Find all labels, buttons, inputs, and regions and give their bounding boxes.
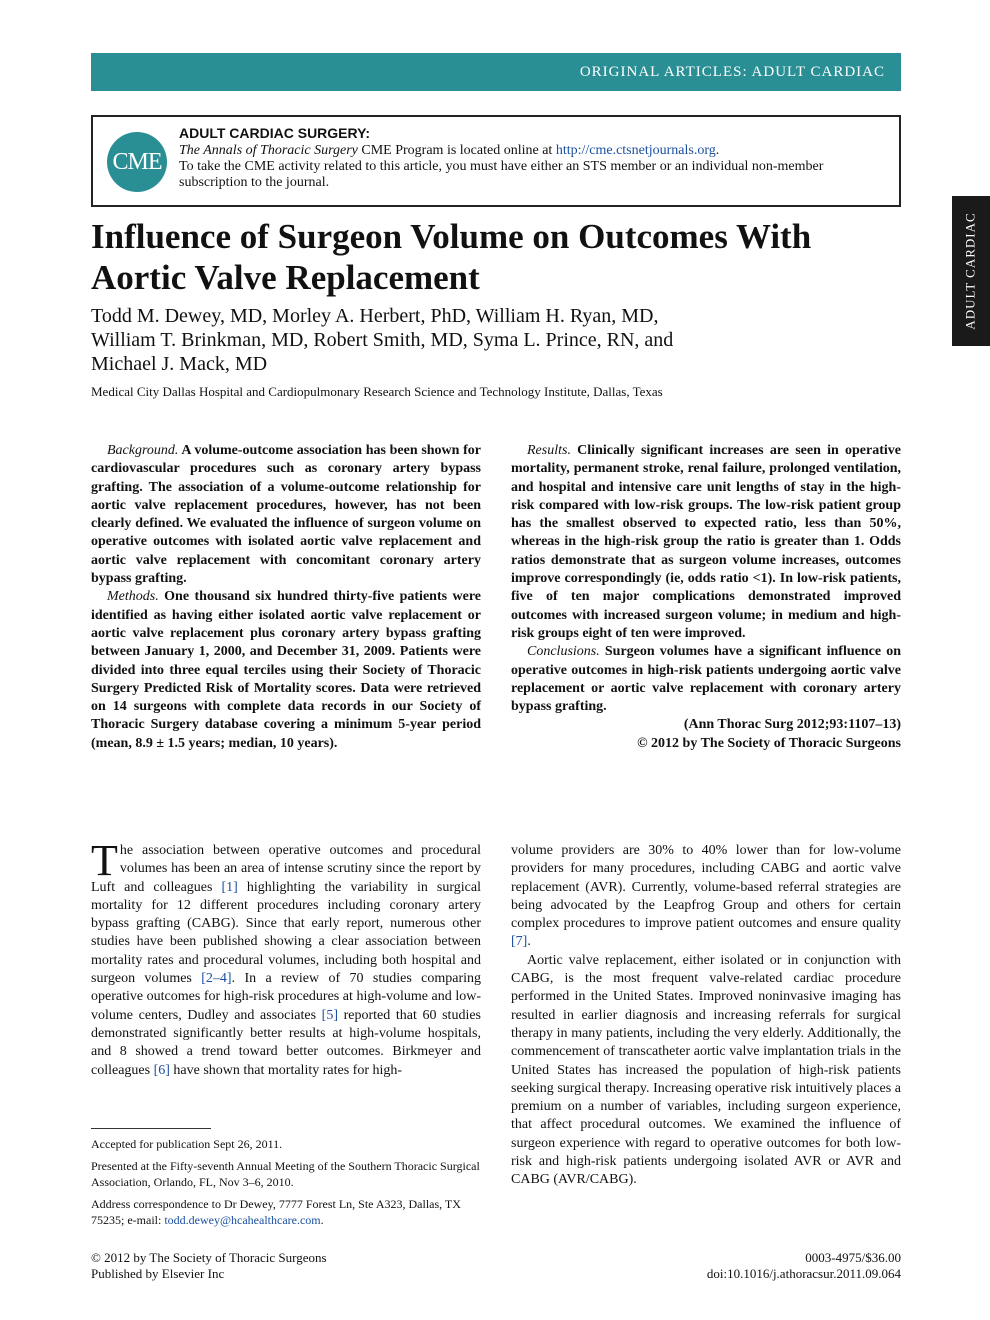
side-tab-label: ADULT CARDIAC bbox=[963, 212, 978, 330]
cme-notice-box bbox=[91, 115, 901, 207]
cme-url-link[interactable]: http://cme.ctsnetjournals.org bbox=[555, 143, 716, 158]
side-section-tab bbox=[952, 196, 990, 346]
email-link[interactable]: todd.dewey@hcahealthcare.com bbox=[164, 1213, 321, 1227]
cme-line2: To take the CME activity related to this article, you must have either an STS member or an individual non-member subscription to the journal. bbox=[179, 159, 824, 190]
author-list bbox=[91, 304, 891, 376]
footnotes bbox=[91, 1136, 481, 1234]
abstract-background bbox=[91, 442, 481, 588]
footer-doi: doi:10.1016/j.athoracsur.2011.09.064 bbox=[706, 1266, 901, 1281]
cme-title: ADULT CARDIAC SURGERY: bbox=[179, 125, 371, 141]
body-text-segment: volume providers are 30% to 40% lower than for low-volume providers for many procedures, including CABG and aortic valve replacement (AVR). Currently, volume-based referral strategies are being advocated by the Leapfrog Group and others for certain complex procedures to improve patient outcomes and ensure quality bbox=[511, 843, 901, 932]
reference-link-2-4[interactable]: [2–4] bbox=[201, 971, 232, 987]
footnote-address bbox=[91, 1196, 481, 1228]
body-right-column bbox=[511, 842, 901, 1190]
conclusions-label: Conclusions. bbox=[527, 644, 600, 660]
authors-line-3: Michael J. Mack, MD bbox=[91, 353, 268, 375]
footer-left bbox=[91, 1250, 491, 1282]
abstract-left-column bbox=[91, 442, 481, 753]
cme-text bbox=[179, 125, 879, 191]
body-text-segment: he association between operative outcomes and procedural volumes has been an area of intense scrutiny since the report by Luft and colleagues bbox=[91, 843, 481, 895]
abstract-citation: (Ann Thorac Surg 2012;93:1107–13) bbox=[683, 717, 901, 733]
footnote-presented: Presented at the Fifty-seventh Annual Meeting of the Southern Thoracic Surgical Association, Orlando, FL, Nov 3–6, 2010. bbox=[91, 1159, 480, 1189]
cme-journal-name: The Annals of Thoracic Surgery bbox=[179, 143, 358, 158]
abstract-conclusions bbox=[511, 643, 901, 716]
affiliation: Medical City Dallas Hospital and Cardiopulmonary Research Science and Technology Institute, Dallas, Texas bbox=[91, 384, 663, 399]
article-title: Influence of Surgeon Volume on Outcomes With Aortic Valve Replacement bbox=[91, 217, 812, 297]
cme-line1 bbox=[179, 143, 879, 159]
body-paragraph-1-continued bbox=[511, 842, 901, 952]
results-label: Results. bbox=[527, 443, 571, 458]
footnote-accepted: Accepted for publication Sept 26, 2011. bbox=[91, 1137, 283, 1151]
abstract-right-column bbox=[511, 442, 901, 753]
reference-link-5[interactable]: [5] bbox=[321, 1007, 338, 1023]
body-left-column bbox=[91, 836, 482, 1080]
background-label: Background. bbox=[107, 443, 179, 458]
body-paragraph-1 bbox=[91, 836, 482, 1080]
address-end: . bbox=[320, 1213, 324, 1227]
results-text: Clinically significant increases are seen in operative mortality, permanent stroke, renal failure, prolonged ventilation, and hospital and intensive care unit lengths of stay in the high-risk compared with low-risk groups. The low-risk patient group has the smallest observed to expected ratio, less than 50%, whereas in the high-risk group the ratio is greater than 1. Odds ratios demonstrate that as surgeon volume increases, outcomes improve correspondingly (ie, odds ratio <1). In low-risk patients, five of ten major complications demonstrated improved outcomes with increased surgeon volume; in medium and high-risk groups eight of ten were improved. bbox=[511, 443, 901, 641]
authors-line-2: William T. Brinkman, MD, Robert Smith, MD, Syma L. Prince, RN, and bbox=[91, 329, 674, 351]
footer-publisher: Published by Elsevier Inc bbox=[91, 1266, 225, 1281]
footer-right bbox=[511, 1250, 901, 1282]
footnote-rule bbox=[91, 1128, 211, 1129]
methods-label: Methods. bbox=[107, 589, 159, 605]
body-text-segment: . In a review of 70 studies comparing operative outcomes for high-risk procedures at high-volume and low-volume centers, Dudley and associates bbox=[91, 971, 482, 1023]
body-paragraph-2: Aortic valve replacement, either isolated or in conjunction with CABG, is the most frequent valve-related cardiac procedure performed in the United States. Improved noninvasive imaging has resulted in earlier diagnosis and increasing referrals for surgical therapy in many patients, including the very elderly. Additionally, the commencement of transcatheter aortic valve implantation trials in the United States has increased the population of high-risk patients seeking surgical therapy. Increasing operative risk intuitively places a premium on a number of variables, including surgeon experience, that affect procedural outcomes. We examined the influence of surgeon experience with regard to operative outcomes for both low-risk and high-risk patients undergoing isolated AVR or AVR and CABG (AVR/CABG). bbox=[511, 952, 901, 1188]
reference-link-7[interactable]: [7] bbox=[511, 934, 528, 950]
footer-copyright: © 2012 by The Society of Thoracic Surgeons bbox=[91, 1250, 327, 1265]
footer-issn: 0003-4975/$36.00 bbox=[805, 1250, 901, 1265]
body-text-segment: highlighting the variability in surgical mortality for 12 different procedures including coronary artery bypass grafting (CABG). Since that early report, numerous other studies have been published showing a clear association between mortality rates and procedural volumes, including both hospital and surgeon volumes bbox=[91, 879, 481, 987]
body-text-segment: reported that 60 studies demonstrated significantly better results at high-volume hospitals, and 8 showed a trend toward better outcomes. Birkmeyer and colleagues bbox=[91, 1007, 481, 1078]
section-title: ORIGINAL ARTICLES: ADULT CARDIAC bbox=[579, 63, 885, 80]
section-header-bar bbox=[91, 53, 901, 91]
conclusions-text: Surgeon volumes have a significant influence on operative outcomes in high-risk patients undergoing aortic valve replacement or aortic valve replacement with coronary artery bypass grafting. bbox=[511, 644, 901, 715]
authors-line-1: Todd M. Dewey, MD, Morley A. Herbert, PhD, William H. Ryan, MD, bbox=[91, 305, 659, 327]
abstract-methods bbox=[91, 588, 481, 753]
drop-cap: T bbox=[91, 836, 118, 885]
body-text-segment: have shown that mortality rates for high- bbox=[169, 1062, 403, 1078]
abstract-results bbox=[511, 442, 901, 643]
reference-link-6[interactable]: [6] bbox=[153, 1062, 170, 1078]
cme-line1-end: . bbox=[715, 143, 720, 158]
cme-line1-text: CME Program is located online at bbox=[357, 143, 556, 158]
background-text: A volume-outcome association has been shown for cardiovascular procedures such as coronary artery bypass grafting. The association of a volume-outcome relationship for aortic valve replacement procedures, however, has not been clearly defined. We evaluated the influence of surgeon volume on operative outcomes with isolated aortic valve replacement and aortic valve replacement with concomitant coronary artery bypass grafting. bbox=[91, 443, 481, 587]
reference-link-1[interactable]: [1] bbox=[221, 879, 238, 895]
methods-text: One thousand six hundred thirty-five patients were identified as having either isolated aortic valve replacement or aortic valve replacement plus coronary artery bypass grafting between January 1, 2000, and December 31, 2009. Patients were divided into three equal terciles using their Society of Thoracic Surgery Predicted Risk of Mortality scores. Data were retrieved on 14 surgeons with complete data records in our Society of Thoracic Surgery database covering a minimum 5-year period (mean, 8.9 ± 1.5 years; median, 10 years). bbox=[91, 589, 481, 751]
cme-logo: CME bbox=[107, 132, 167, 192]
address-text: Address correspondence to Dr Dewey, 7777 Forest Ln, Ste A323, Dallas, TX 75235; e-mail: bbox=[91, 1197, 461, 1227]
body-text-segment: . bbox=[527, 934, 531, 950]
abstract-copyright: © 2012 by The Society of Thoracic Surgeons bbox=[637, 735, 901, 751]
